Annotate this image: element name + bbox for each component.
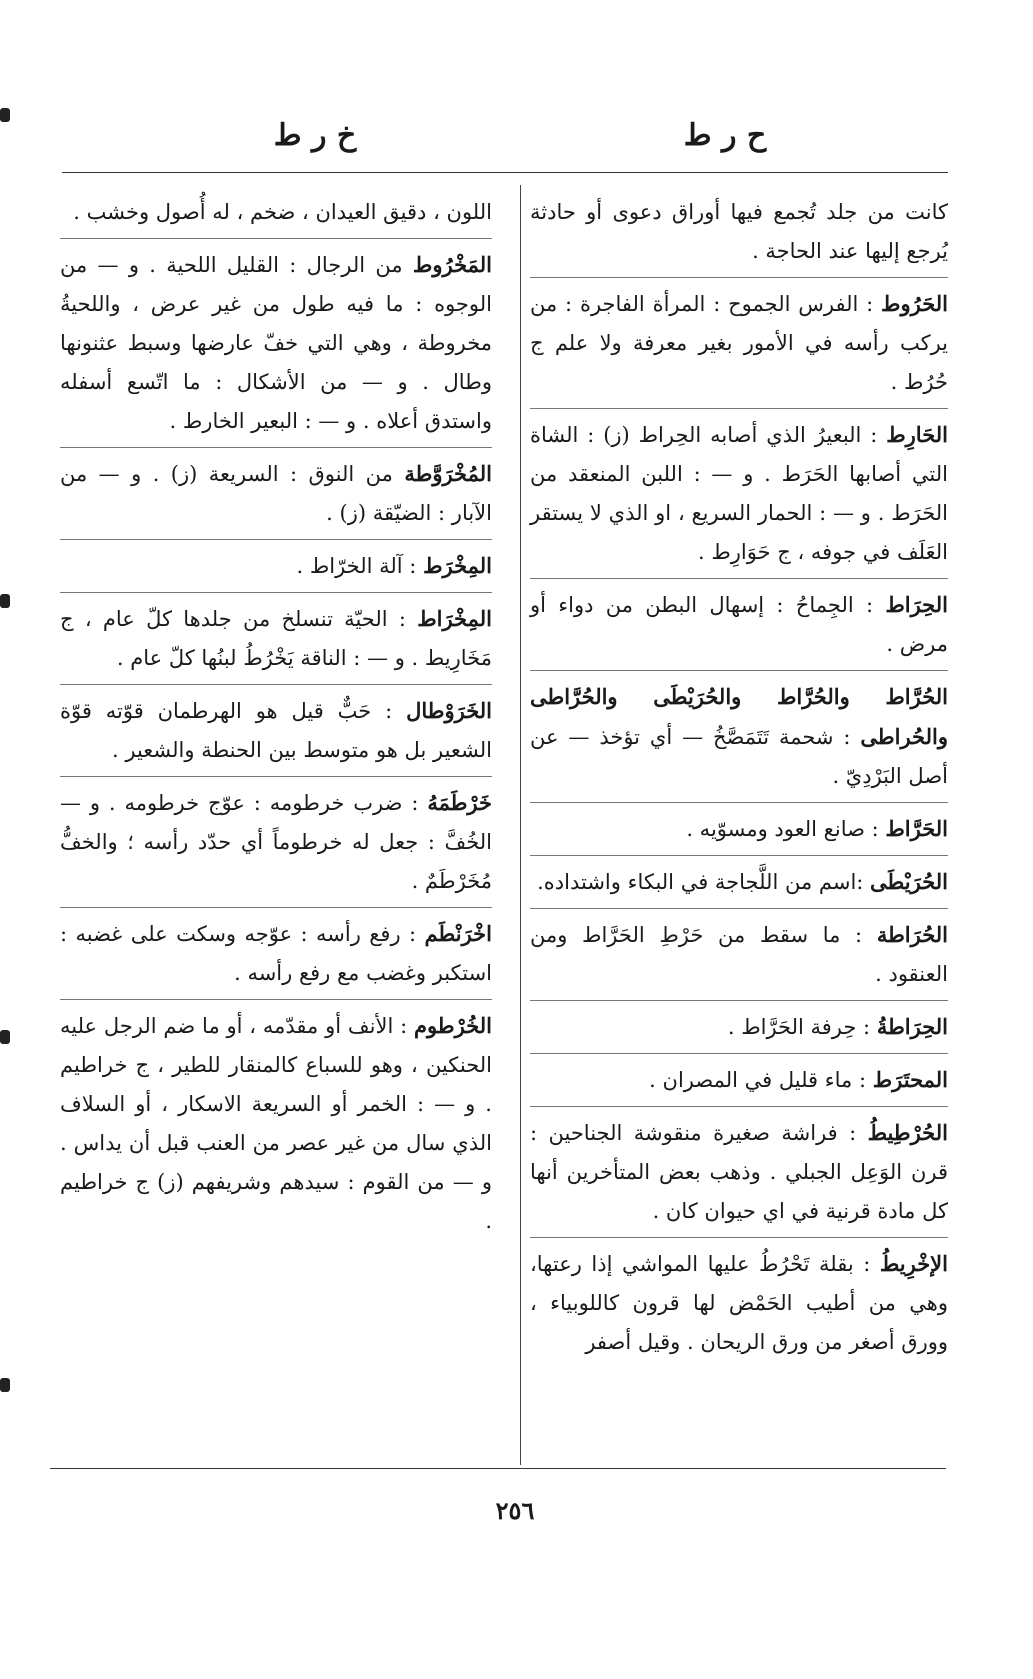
dictionary-entry (530, 862, 948, 909)
dictionary-entry (60, 599, 492, 685)
headword: الإخْرِيطُ (879, 1251, 948, 1276)
dictionary-entry (60, 691, 492, 777)
definition: : آلة الخرّاط . (296, 554, 417, 578)
headword: المَخْرُوط (412, 252, 492, 277)
headword: الحَرُوط (881, 291, 948, 316)
dictionary-entry (60, 546, 492, 593)
margin-mark (0, 594, 10, 608)
definition: : شحمة تَتَمَصَّخُ — أي تؤخذ — عن أصل البَرْدِيّ . (530, 725, 948, 788)
definition: : الجِماحُ : إسهال البطن من دواء أو مرض . (530, 593, 948, 656)
definition: : ماء قليل في المصران . (649, 1068, 867, 1092)
dictionary-entry (530, 1244, 948, 1368)
headword: الخَرَوْطال (406, 698, 492, 723)
headword: المحتَرَط (872, 1067, 948, 1092)
running-header-right: ح ر ط (683, 118, 767, 153)
headword: الحَارِط (886, 422, 948, 447)
definition: : ما سقط من حَرْطِ الحَرَّاط ومن العنقود . (530, 923, 948, 986)
definition: :اسم من اللَّجاجة في البكاء واشتداده. (537, 870, 864, 894)
column-divider (520, 185, 521, 1465)
headword: المِخْرَاط (417, 606, 492, 631)
headword: الحِرَاط (885, 592, 948, 617)
definition: : الحيّة تنسلخ من جلدها كلّ عام ، ج مَخَارِيط . و — : الناقة يَخْرُطُ لبنُها كلّ عام . (60, 607, 492, 670)
dictionary-entry (530, 915, 948, 1001)
dictionary-entry (60, 245, 492, 448)
right-column (530, 192, 948, 1374)
margin-mark (0, 1030, 10, 1044)
headword: المِخْرَط (423, 553, 492, 578)
dictionary-entry (60, 192, 492, 239)
dictionary-entry (60, 914, 492, 1000)
headword: الحُرَّاط والحُرَّاط والحُرَيْطَى والحُرَّاطى والحُراطى (530, 684, 948, 749)
page-number: ٢٥٦ (495, 1496, 535, 1525)
definition: : الأنف أو مقدّمه ، أو ما ضم الرجل عليه الحنكين ، وهو للسباع كالمنقار للطير ، ج خراطيم . و — : الخمر أو السريعة الاسكار ، أو السلاف الذي سال من غير عصر من العنب قبل أن يداس . و — من القوم : سيدهم وشريفهم (ز) ج خراطيم . (60, 1014, 492, 1233)
dictionary-entry (530, 284, 948, 409)
definition: من النوق : السريعة (ز) . و — من الآبار : الضيّقة (ز) . (60, 462, 492, 525)
dictionary-entry (530, 1060, 948, 1107)
dictionary-entry (530, 677, 948, 803)
definition: من الرجال : القليل اللحية . و — من الوجوه : ما فيه طول من غير عرض ، واللحيةُ مخروطة ، وهي التي خفّ عارضها وسبط عثنونها وطال . و — من الأشكال : ما اتّسع أسفله واستدق أعلاه . و — : البعير الخارط . (60, 253, 492, 433)
headword: الحُرَيْطَى (870, 869, 948, 894)
headword: خَرْطَمَهُ (427, 790, 492, 815)
dictionary-entry (530, 585, 948, 671)
definition: : ضرب خرطومه : عوّج خرطومه . و — الخُفَّ : جعل له خرطوماً أي حدّد رأسه ؛ والخفُّ مُخَرْطَمٌ . (60, 791, 492, 893)
running-header-left: خ ر ط (273, 118, 357, 153)
headword: الخُرْطوم (414, 1013, 492, 1038)
dictionary-entry (60, 454, 492, 540)
margin-mark (0, 108, 10, 122)
definition: : الفرس الجموح : المرأة الفاجرة : من يركب رأسه في الأمور بغير معرفة ولا علم ج حُرُط . (530, 292, 948, 394)
dictionary-entry (530, 809, 948, 856)
margin-mark (0, 1378, 10, 1392)
footer-rule (50, 1468, 946, 1469)
dictionary-entry (530, 192, 948, 278)
dictionary-entry (530, 1007, 948, 1054)
definition: : صانع العود ومسوّيه . (686, 817, 879, 841)
definition: : بقلة تَحْرُطُ عليها المواشي إذا رعتها، وهي من أطيب الحَمْض لها قرون كاللوبياء ، وورق أصغر من ورق الريحان . وقيل أصفر (530, 1252, 948, 1354)
headword: اخْرَنْطَم (424, 921, 492, 946)
headword: الحُرَاطة (876, 922, 948, 947)
definition: : فراشة صغيرة منقوشة الجناحين : قرن الوَعِل الجبلي . وذهب بعض المتأخرين أنها كل مادة قرنية في اي حيوان كان . (530, 1121, 948, 1223)
headword: المُخْرَوَّطة (404, 461, 492, 486)
headword: الحُرْطِيطُ (867, 1120, 948, 1145)
dictionary-entry (60, 783, 492, 908)
definition: كانت من جلد تُجمع فيها أوراق دعوى أو حادثة يُرجع إليها عند الحاجة . (530, 200, 948, 263)
definition: : حِرفة الحَرَّاط . (727, 1015, 871, 1039)
definition: اللون ، دقيق العيدان ، ضخم ، له أُصول وخشب . (73, 200, 492, 224)
definition: : البعيرُ الذي أصابه الحِراط (ز) : الشاة التي أصابها الحَرَط . و — : اللبن المنعقد من الحَرَط . و — : الحمار السريع ، او الذي لا يستقر العَلَف في جوفه ، ج حَوَارِط . (530, 423, 948, 564)
dictionary-entry (530, 415, 948, 579)
dictionary-entry (60, 1006, 492, 1247)
definition: : رفع رأسه : عوّجه وسكت على غضبه : استكبر وغضب مع رفع رأسه . (60, 922, 492, 985)
definition: : حَبٌّ قيل هو الهرطمان قوّته قوّة الشعير بل هو متوسط بين الحنطة والشعير . (60, 699, 492, 762)
headword: الحِرَاطةُ (876, 1014, 948, 1039)
dictionary-entry (530, 1113, 948, 1238)
header-rule (62, 172, 948, 173)
left-column (60, 192, 492, 1253)
headword: الحَرَّاط (885, 816, 948, 841)
